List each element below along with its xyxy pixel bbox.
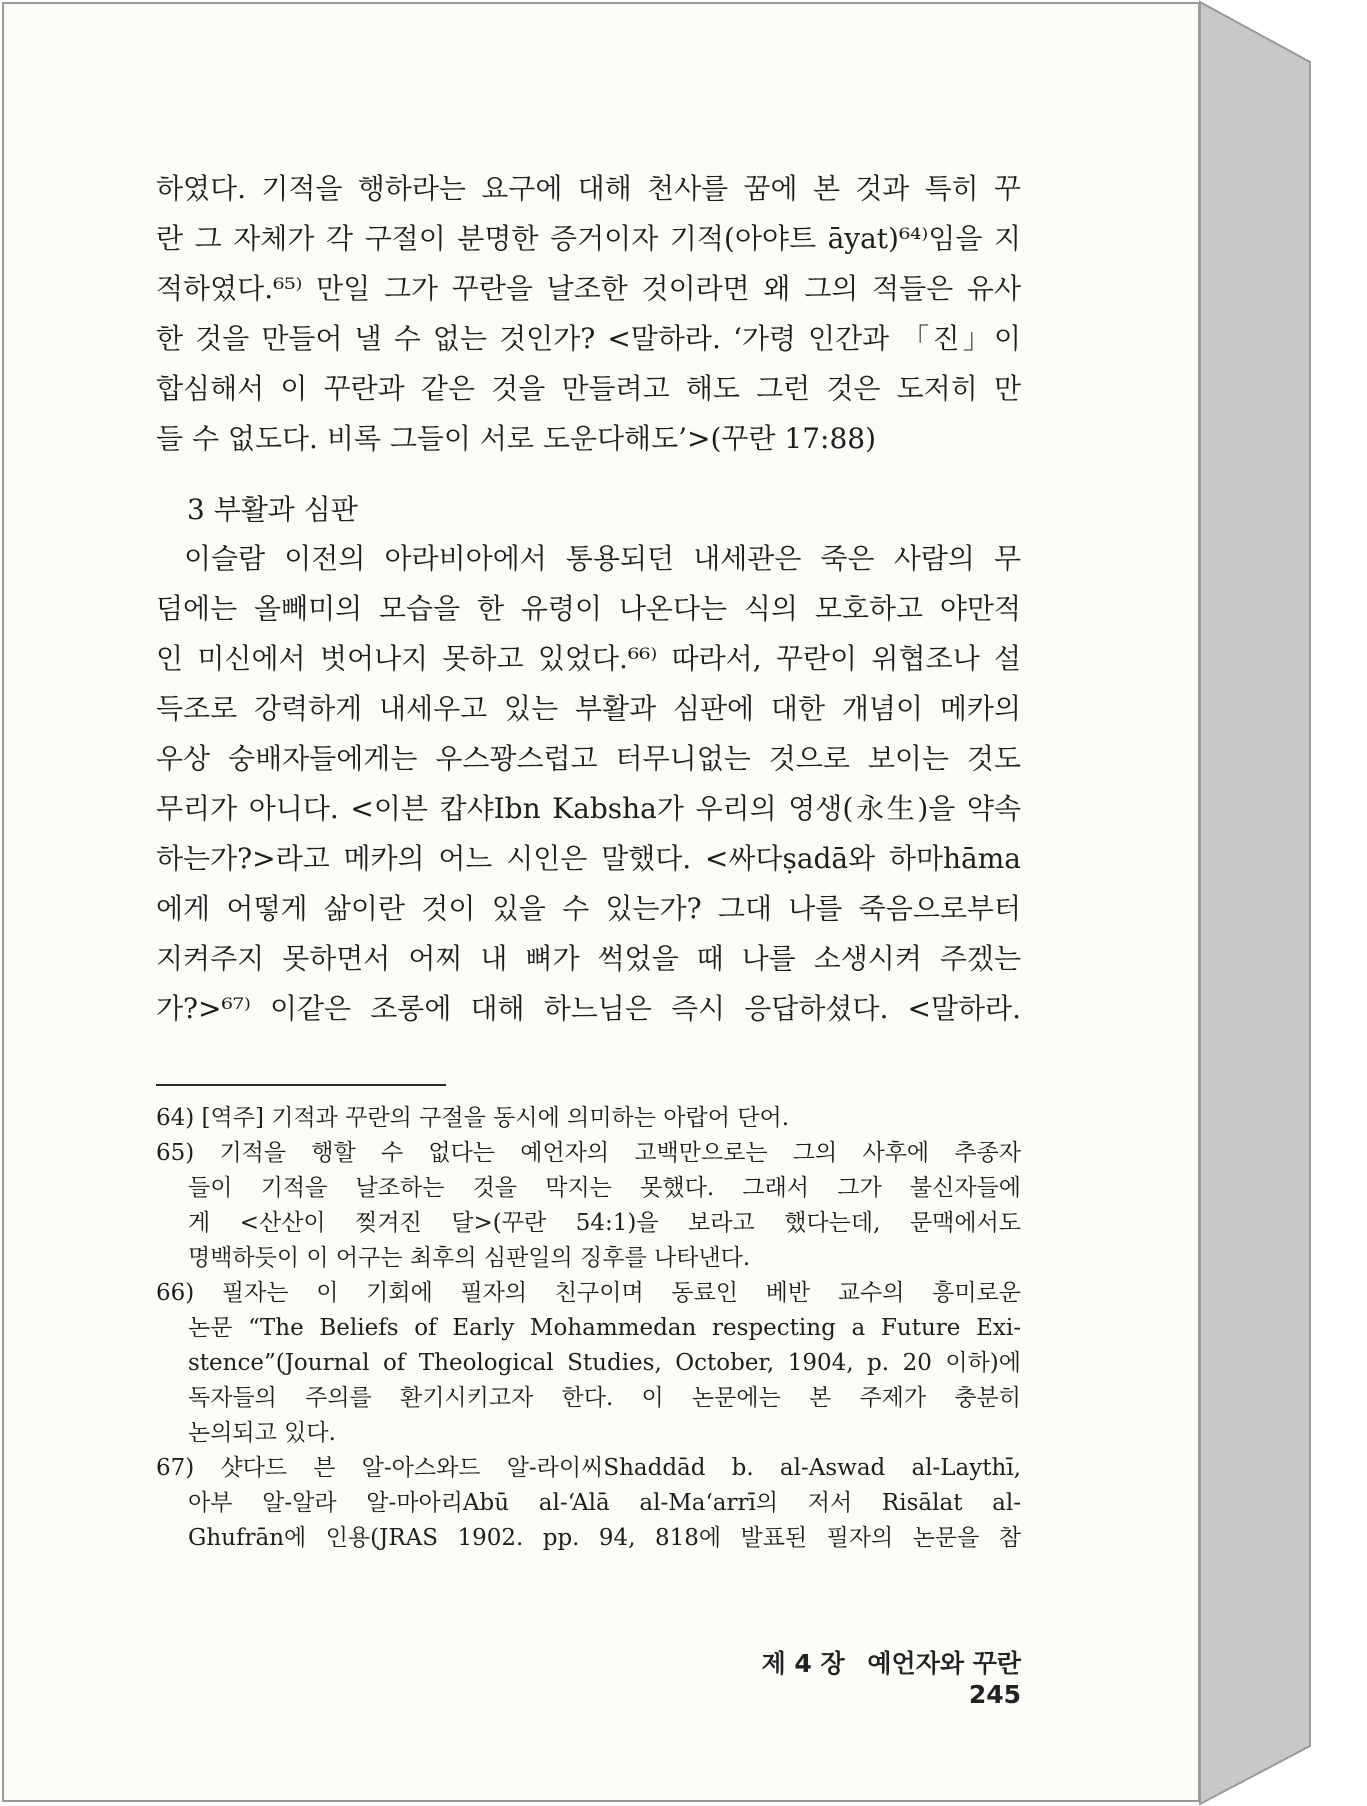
chapter-label: 제 4 장	[761, 1649, 845, 1678]
text-line: 우상 숭배자들에게는 우스꽝스럽고 터무니없는 것으로 보이는 것도	[156, 742, 1021, 775]
text-line: 적하였다.⁶⁵⁾ 만일 그가 꾸란을 날조한 것이라면 왜 그의 적들은 유사	[156, 272, 1021, 305]
footnote-line: 64) [역주] 기적과 꾸란의 구절을 동시에 의미하는 아랍어 단어.	[156, 1105, 789, 1131]
page-stack-side	[1200, 2, 1310, 1804]
section-heading: 3 부활과 심판	[187, 493, 358, 526]
footnote-line: 65) 기적을 행할 수 없다는 예언자의 고백만으로는 그의 사후에 추종자	[156, 1140, 1021, 1166]
text-line: 에게 어떻게 삶이란 것이 있을 수 있는가? 그대 나를 죽음으로부터	[156, 892, 1021, 925]
text-line: 하였다. 기적을 행하라는 요구에 대해 천사를 꿈에 본 것과 특히 꾸	[156, 172, 1021, 205]
text-line: 인 미신에서 벗어나지 못하고 있었다.⁶⁶⁾ 따라서, 꾸란이 위협조나 설	[156, 642, 1021, 675]
footnote-line: 논문 “The Beliefs of Early Mohammedan respecting a Future Exi-	[188, 1315, 1021, 1341]
footnote-line: Ghufrān에 인용(JRAS 1902. pp. 94, 818에 발표된 필자의 논문을 참	[188, 1525, 1021, 1551]
footnote-line: 67) 샷다드 븐 알-아스와드 알-라이씨Shaddād b. al-Aswad al-Laythī,	[156, 1455, 1021, 1481]
text-line: 하는가?>라고 메카의 어느 시인은 말했다. <싸다ṣadā와 하마hāma	[156, 842, 1021, 875]
text-line: 합심해서 이 꾸란과 같은 것을 만들려고 해도 그런 것은 도저히 만	[156, 372, 1021, 405]
footnote-line: stence”(Journal of Theological Studies, October, 1904, p. 20 이하)에	[188, 1350, 1021, 1376]
text-line: 무리가 아니다. <이븐 캅샤Ibn Kabsha가 우리의 영생(永生)을 약속	[156, 792, 1021, 825]
footnote-line: 들이 기적을 날조하는 것을 막지는 못했다. 그래서 그가 불신자들에	[188, 1175, 1021, 1201]
text-line: 들 수 없도다. 비록 그들이 서로 도운다해도’>(꾸란 17:88)	[156, 422, 877, 455]
text-line: 란 그 자체가 각 구절이 분명한 증거이자 기적(아야트 āyat)⁶⁴⁾임을 지	[156, 222, 1021, 255]
text-line: 덤에는 올빼미의 모습을 한 유령이 나온다는 식의 모호하고 야만적	[156, 592, 1021, 625]
text-line: 지켜주지 못하면서 어찌 내 뼈가 썩었을 때 나를 소생시켜 주겠는	[156, 942, 1021, 975]
footnote-line: 독자들의 주의를 환기시키고자 한다. 이 논문에는 본 주제가 충분히	[188, 1385, 1021, 1411]
page-number: 245	[968, 1680, 1021, 1709]
text-line: 득조로 강력하게 내세우고 있는 부활과 심판에 대한 개념이 메카의	[156, 692, 1021, 725]
footnote-line: 논의되고 있다.	[188, 1420, 336, 1446]
text-line: 한 것을 만들어 낼 수 없는 것인가? <말하라. ‘가령 인간과 「진」이	[156, 322, 1021, 355]
footnote-line: 게 <산산이 찢겨진 달>(꾸란 54:1)을 보라고 했다는데, 문맥에서도	[188, 1210, 1021, 1236]
text-line: 이슬람 이전의 아라비아에서 통용되던 내세관은 죽은 사람의 무	[184, 542, 1021, 575]
text-line: 가?>⁶⁷⁾ 이같은 조롱에 대해 하느님은 즉시 응답하셨다. <말하라.	[156, 992, 1021, 1025]
footnote-line: 명백하듯이 이 어구는 최후의 심판일의 징후를 나타낸다.	[188, 1245, 751, 1271]
chapter-title: 예언자와 꾸란	[867, 1649, 1021, 1678]
footnote-line: 아부 알-알라 알-마아리Abū al-‘Alā al-Ma‘arrī의 저서 Risālat al-	[188, 1490, 1021, 1516]
footnote-line: 66) 필자는 이 기회에 필자의 친구이며 동료인 베반 교수의 흥미로운	[156, 1280, 1021, 1306]
